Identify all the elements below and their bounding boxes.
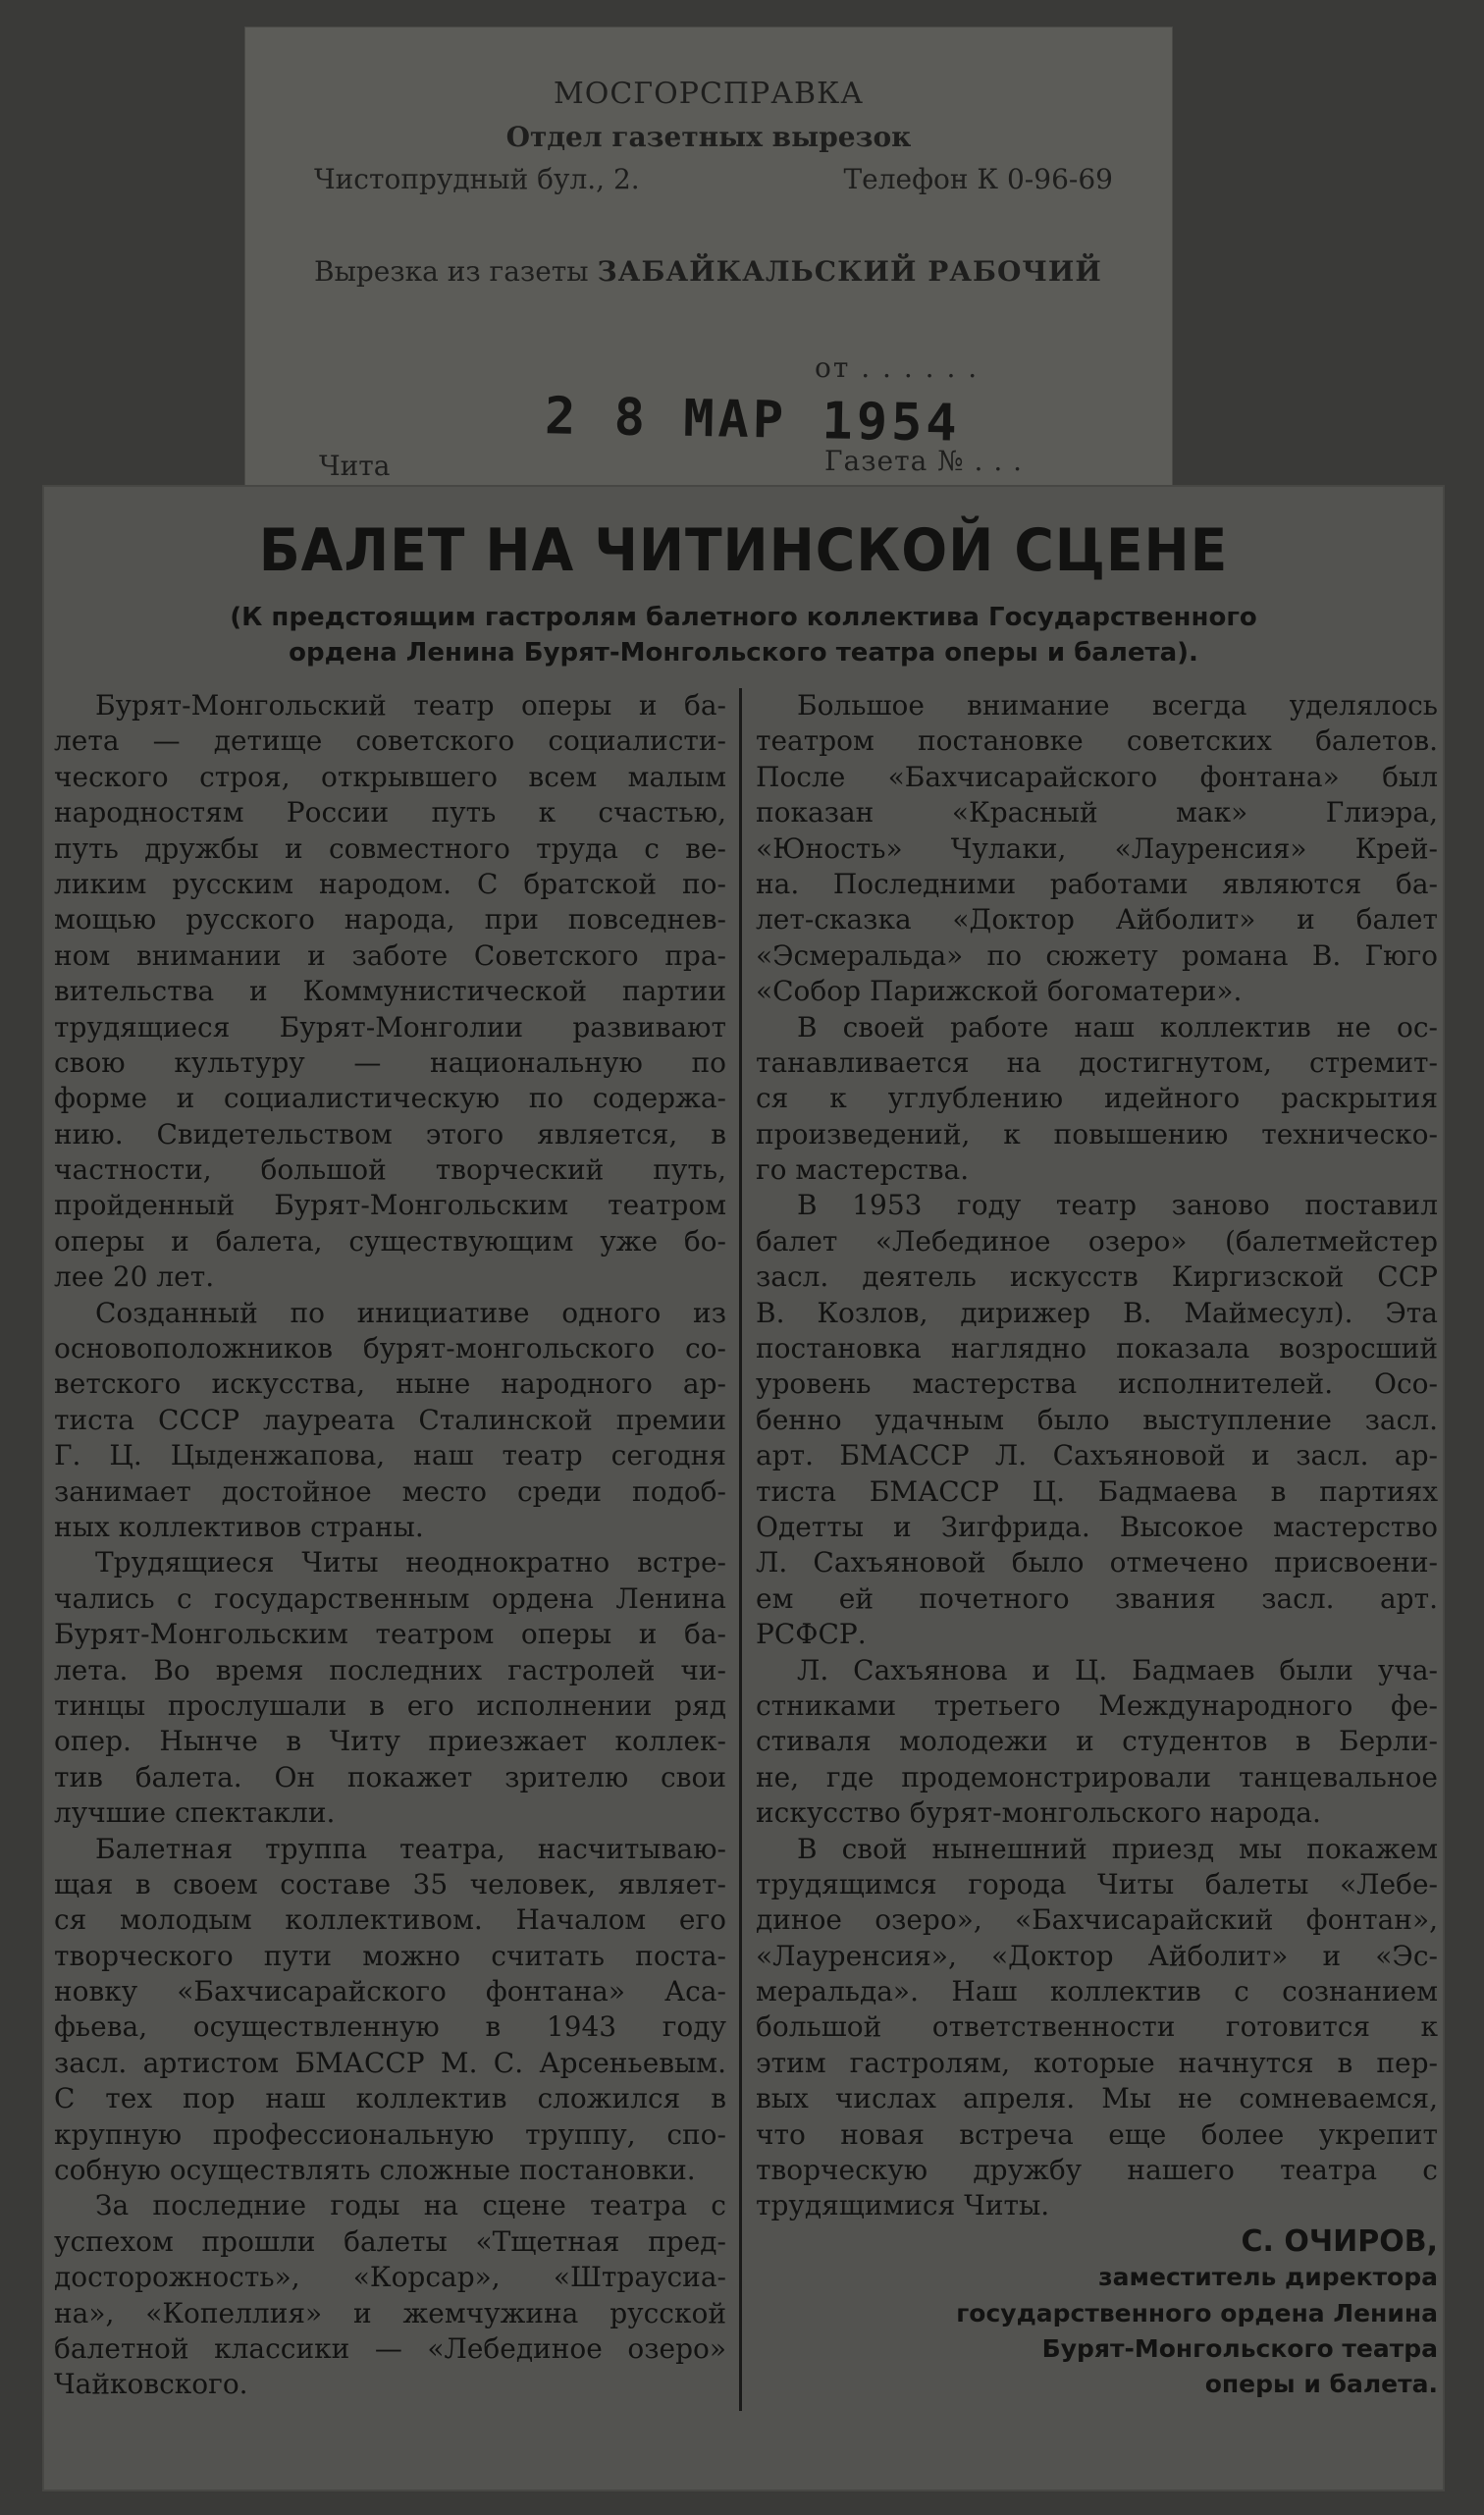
label-organization: МОСГОРСПРАВКА <box>554 77 864 111</box>
article-text-line: меральда». Наш коллектив с сознанием <box>756 1975 1438 2008</box>
article-text-line: мощью русского народа, при повседнев- <box>54 903 726 936</box>
article-text-line: оперы и балета, существующим уже бо- <box>54 1224 726 1258</box>
article-text-line: ликим русским народом. С братской по- <box>54 867 726 900</box>
right-column <box>756 688 1438 2403</box>
article-text-line: основоположников бурят-монгольского со- <box>54 1332 726 1365</box>
article-text-line: В 1953 году театр заново поставил <box>797 1189 1438 1222</box>
article-text-line: творческого пути можно считать поста- <box>54 1939 726 1972</box>
article-text-line: творческую дружбу нашего театра с <box>756 2154 1438 2187</box>
label-address: Чистопрудный бул., 2. <box>314 163 640 195</box>
article-text-line: новку «Бахчисарайского фонтана» Аса- <box>54 1975 726 2008</box>
article-text-line: го мастерства. <box>756 1153 970 1187</box>
article-text-line: Балетная труппа театра, насчитываю- <box>95 1832 726 1865</box>
article-text-line: пройденный Бурят-Монгольским театром <box>54 1189 726 1222</box>
label-clip-prefix: Вырезка из газеты <box>314 255 589 288</box>
column-divider <box>739 688 742 2411</box>
article-text-line: что новая встреча еще более укрепит <box>756 2117 1438 2151</box>
label-clip-source <box>314 255 1102 288</box>
article-text-line: на. Последними работами являются ба- <box>756 867 1438 900</box>
article-text-line: лее 20 лет. <box>54 1260 215 1294</box>
article-text-line: Большое внимание всегда уделялось <box>797 689 1438 722</box>
article-text-line: постановка наглядно показала возросший <box>756 1332 1438 1365</box>
article-text-line: показан «Красный мак» Глиэра, <box>756 796 1438 829</box>
date-stamp: 2 8 МАР 1954 <box>544 387 962 454</box>
signature-name: С. ОЧИРОВ, <box>1241 2223 1438 2259</box>
article-text-line: свою культуру — национальную по <box>54 1045 726 1079</box>
article-text-line: Л. Сахъяновой было отмечено присвоени- <box>756 1546 1438 1579</box>
newspaper-clipping <box>44 487 1443 2489</box>
article-text-line: путь дружбы и совместного труда с ве- <box>54 831 726 865</box>
label-department: Отдел газетных вырезок <box>505 121 912 153</box>
article-subhead <box>152 600 1335 670</box>
article-text-line: искусство бурят-монгольского народа. <box>756 1796 1321 1830</box>
article-text-line: успехом прошли балеты «Тщетная пред- <box>54 2224 726 2258</box>
article-text-line: За последние годы на сцене театра с <box>95 2189 726 2222</box>
article-text-line: арт. БМАССР Л. Сахъяновой и засл. ар- <box>756 1439 1438 1472</box>
article-text-line: Чайковского. <box>54 2368 248 2401</box>
article-text-line: ем ей почетного звания засл. арт. <box>756 1581 1438 1615</box>
article-text-line: уровень мастерства исполнителей. Осо- <box>756 1367 1438 1401</box>
article-text-line: балет «Лебединое озеро» (балетмейстер <box>756 1224 1438 1258</box>
signature-title-2: государственного ордена Ленина <box>956 2298 1438 2328</box>
article-text-line: диное озеро», «Бахчисарайский фонтан», <box>756 1903 1438 1937</box>
label-city: Чита <box>319 450 391 482</box>
article-text-line: ся молодым коллективом. Началом его <box>54 1903 726 1937</box>
article-text-line: стниками третьего Международного фе- <box>756 1688 1438 1722</box>
article-text-line: нию. Свидетельством этого является, в <box>54 1117 726 1150</box>
article-text-line: частности, большой творческий путь, <box>54 1153 726 1187</box>
article-text-line: щая в своем составе 35 человек, являет- <box>54 1867 726 1900</box>
article-text-line: форме и социалистическую по содержа- <box>54 1082 726 1115</box>
article-text-line: засл. артистом БМАССР М. С. Арсеньевым. <box>54 2046 726 2079</box>
article-text-line: лучшие спектакли. <box>54 1796 336 1830</box>
article-text-line: крупную профессиональную труппу, спо- <box>54 2117 726 2151</box>
left-column <box>54 688 726 2403</box>
article-text-line: трудящимся города Читы балеты «Лебе- <box>756 1867 1438 1900</box>
article-text-line: лета. Во время последних гастролей чи- <box>54 1653 726 1686</box>
article-text-line: В своей работе наш коллектив не ос- <box>797 1010 1438 1043</box>
article-text-line: ветского искусства, ныне народного ар- <box>54 1367 726 1401</box>
subhead-line-2: ордена Ленина Бурят-Монгольского театра оперы и балета). <box>289 638 1198 668</box>
article-text-line: собную осуществлять сложные постановки. <box>54 2154 696 2187</box>
article-text-line: тиста БМАССР Ц. Бадмаева в партиях <box>756 1474 1438 1508</box>
article-text-line: лет-сказка «Доктор Айболит» и балет <box>756 903 1438 936</box>
article-text-line: «Эсмеральда» по сюжету романа В. Гюго <box>756 938 1438 972</box>
article-text-line: тиста СССР лауреата Сталинской премии <box>54 1403 726 1436</box>
article-headline: БАЛЕТ НА ЧИТИНСКОЙ СЦЕНЕ <box>258 516 1229 585</box>
article-text-line: «Лауренсия», «Доктор Айболит» и «Эс- <box>756 1939 1438 1972</box>
article-text-line: танавливается на достигнутом, стремит- <box>756 1045 1438 1079</box>
signature-title-3: Бурят-Монгольского театра <box>1041 2333 1438 2363</box>
article-text-line: В. Козлов, дирижер В. Маймесул). Эта <box>756 1296 1438 1329</box>
article-text-line: чались с государственным ордена Ленина <box>54 1581 726 1615</box>
article-text-line: Г. Ц. Цыденжапова, наш театр сегодня <box>54 1439 726 1472</box>
article-text-line: лета — детище советского социалисти- <box>54 724 726 758</box>
article-text-line: Одетты и Зигфрида. Высокое мастерство <box>756 1510 1438 1543</box>
article-text-line: «Юность» Чулаки, «Лауренсия» Крей- <box>756 831 1438 865</box>
article-text-line: ся к углублению идейного раскрытия <box>756 1082 1438 1115</box>
article-text-line: досторожность», «Корсар», «Штраусиа- <box>54 2261 726 2294</box>
article-text-line: Созданный по инициативе одного из <box>95 1296 726 1329</box>
article-text-line: балетной классики — «Лебединое озеро» <box>54 2331 726 2365</box>
article-text-line: вых числах апреля. Мы не сомневаемся, <box>756 2082 1438 2115</box>
subhead-line-1: (К предстоящим гастролям балетного коллектива Государственного <box>230 603 1257 632</box>
article-text-line: тив балета. Он покажет зрителю свои <box>54 1760 726 1793</box>
article-text-line: трудящимися Читы. <box>756 2189 1050 2222</box>
article-text-line: ческого строя, открывшего всем малым <box>54 760 726 793</box>
label-gazeta-number: Газета № . . . <box>824 445 1024 477</box>
article-text-line: фьева, осуществленную в 1943 году <box>54 2010 726 2044</box>
article-text-line: вительства и Коммунистической партии <box>54 975 726 1008</box>
signature-title-4: оперы и балета. <box>1204 2370 1438 2399</box>
article-text-line: произведений, к повышению техническо- <box>756 1117 1438 1150</box>
article-text-line: не, где продемонстрировали танцевальное <box>756 1760 1438 1793</box>
article-text-line: После «Бахчисарайского фонтана» был <box>756 760 1438 793</box>
article-text-line: народностям России путь к счастью, <box>54 796 726 829</box>
article-text-line: большой ответственности готовится к <box>756 2010 1438 2044</box>
signature-title-1: заместитель директора <box>1098 2263 1438 2292</box>
article-text-line: РСФСР. <box>756 1618 867 1651</box>
article-text-line: трудящиеся Бурят-Монголии развивают <box>54 1010 726 1043</box>
article-text-line: стиваля молодежи и студентов в Берли- <box>756 1725 1438 1758</box>
article-text-line: засл. деятель искусств Киргизской ССР <box>756 1260 1438 1294</box>
article-text-line: Л. Сахъянова и Ц. Бадмаев были уча- <box>797 1653 1438 1686</box>
article-text-line: бенно удачным было выступление засл. <box>756 1403 1438 1436</box>
article-text-line: на», «Копеллия» и жемчужина русской <box>54 2296 726 2329</box>
article-text-line: «Собор Парижской богоматери». <box>756 975 1243 1008</box>
article-text-line: ных коллективов страны. <box>54 1510 424 1543</box>
article-text-line: В свой нынешний приезд мы покажем <box>797 1832 1438 1865</box>
article-text-line: тинцы прослушали в его исполнении ряд <box>54 1688 726 1722</box>
article-text-line: ном внимании и заботе Советского пра- <box>54 938 726 972</box>
clipping-service-label <box>245 27 1172 489</box>
article-text-line: театром постановке советских балетов. <box>756 724 1438 758</box>
article-text-line: Трудящиеся Читы неоднократно встре- <box>95 1546 726 1579</box>
label-newspaper-name: ЗАБАЙКАЛЬСКИЙ РАБОЧИЙ <box>597 255 1102 288</box>
article-text-line: опер. Нынче в Читу приезжает коллек- <box>54 1725 726 1758</box>
label-from: от . . . . . . <box>815 351 980 384</box>
label-phone: Телефон К 0-96-69 <box>843 163 1113 195</box>
article-text-line: Бурят-Монгольский театр оперы и ба- <box>95 689 726 722</box>
article-text-line: этим гастролям, которые начнутся в пер- <box>756 2046 1438 2079</box>
article-text-line: Бурят-Монгольским театром оперы и ба- <box>54 1618 726 1651</box>
article-text-line: занимает достойное место среди подоб- <box>54 1474 726 1508</box>
article-text-line: С тех пор наш коллектив сложился в <box>54 2082 726 2115</box>
